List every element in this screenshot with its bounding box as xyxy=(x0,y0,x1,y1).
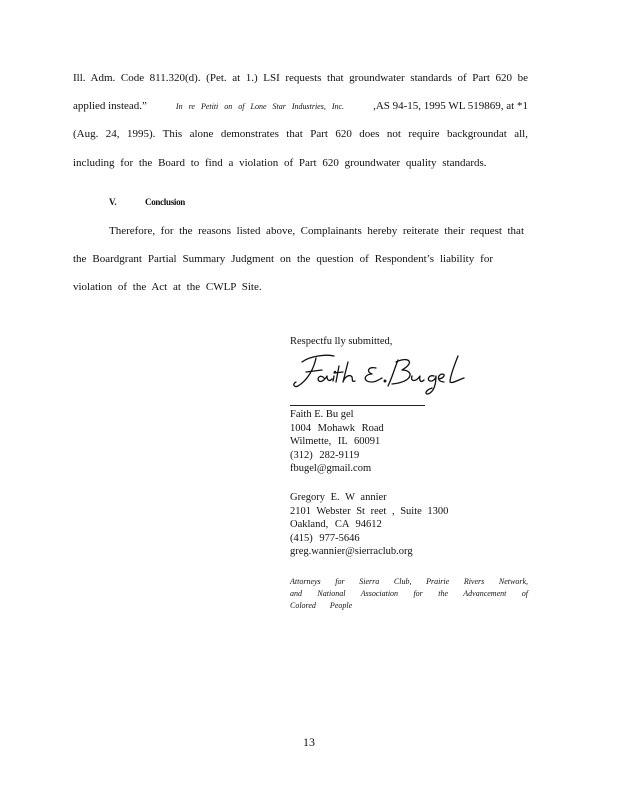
attorney1-email: fbugel@gmail.com xyxy=(290,463,372,474)
attorney1-block xyxy=(290,408,384,476)
attorney1-city: Wilmette, IL 60091 xyxy=(290,436,381,447)
para1-line3: (Aug. 24, 1995). This alone demonstrates that Part 620 does not require backgroundat all, xyxy=(73,128,528,140)
attorney2-block xyxy=(290,491,448,559)
para1-line2 xyxy=(73,99,528,114)
attorneys-for-line1: Attorneys for Sierra Club, Prairie Rivers Network, xyxy=(290,577,528,586)
attorney2-street: 2101 Webster St reet , Suite 1300 xyxy=(290,505,449,517)
attorneys-for-block xyxy=(290,576,528,612)
attorneys-for-line3: Colored People xyxy=(290,601,353,610)
attorney2-email: greg.wannier@sierraclub.org xyxy=(290,546,413,557)
attorney2-city: Oakland, CA 94612 xyxy=(290,519,382,530)
section-number: V. xyxy=(109,197,117,207)
handwritten-signature xyxy=(288,348,473,396)
case-citation: In re Petiti on of Lone Star Industries, Inc. xyxy=(175,102,345,111)
attorney2-name: Gregory E. W annier xyxy=(290,492,387,503)
para2-line2: the Boardgrant Partial Summary Judgment on the question of Respondent’s liability for xyxy=(73,253,493,265)
attorney1-name: Faith E. Bu gel xyxy=(290,409,354,420)
attorney1-street: 1004 Mohawk Road xyxy=(290,422,384,434)
para2-line1: Therefore, for the reasons listed above, Complainants hereby reiterate their request that xyxy=(109,225,524,237)
attorney2-phone: (415) 977-5646 xyxy=(290,532,360,544)
closing-text: Respectfu lly submitted, xyxy=(290,336,393,347)
para1-line4: including for the Board to find a violation of Part 620 groundwater quality standards. xyxy=(73,157,487,169)
attorney1-phone: (312) 282-9119 xyxy=(290,449,360,461)
para1-line1: Ill. Adm. Code 811.320(d). (Pet. at 1.) LSI requests that groundwater standards of Part 620 be xyxy=(73,72,528,84)
para2-line3: violation of the Act at the CWLP Site. xyxy=(73,281,262,293)
section-title: Conclusion xyxy=(145,197,186,207)
para1-line2-text: applied instead.” xyxy=(73,100,147,112)
page-number: 13 xyxy=(303,735,315,749)
para1-line2-cite-rest: ,AS 94-15, 1995 WL 519869, at *1 xyxy=(373,100,528,112)
attorneys-for-line2: and National Association for the Advancement of xyxy=(290,589,528,598)
signature-line xyxy=(290,405,425,406)
